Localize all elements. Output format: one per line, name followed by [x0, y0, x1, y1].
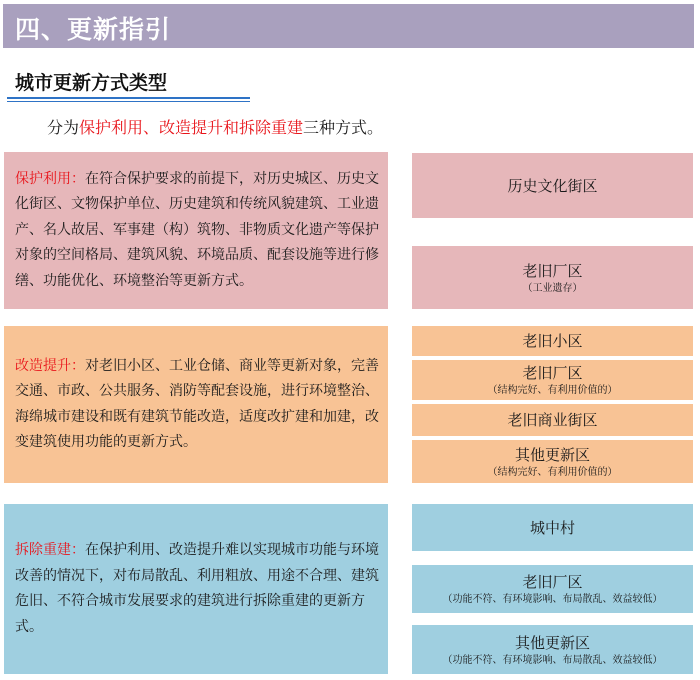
intro-highlight: 保护利用、改造提升和拆除重建 [79, 118, 304, 137]
type-note: （功能不符、有环境影响、布局散乱、效益较低） [442, 654, 663, 666]
type-box [412, 246, 693, 309]
type-label: 老旧商业街区 [507, 411, 598, 429]
page-subtitle: 城市更新方式类型 [15, 72, 168, 94]
type-label: 老旧小区 [522, 332, 583, 350]
type-box [412, 625, 693, 674]
category-name: 保护利用 [15, 170, 71, 187]
category-separator: ： [71, 542, 85, 558]
subtitle-underline-thin [7, 101, 250, 102]
type-box [412, 404, 693, 436]
section-header [3, 4, 694, 48]
type-label: 老旧厂区 [522, 364, 583, 382]
category-description: 在符合保护要求的前提下，对历史城区、历史文化街区、文物保护单位、历史建筑和传统风貌建筑、工业遗产、名人故居、军事建（构）筑物、非物质文化遗产等保护对象的空间格局、建筑风貌、环境品质、配套设施等进行修缮、功能优化、环境整治等更新方式。 [15, 170, 379, 289]
category-text [15, 538, 380, 640]
type-note: （工业遗存） [522, 282, 583, 294]
category-text [15, 354, 380, 456]
type-label: 老旧厂区 [522, 573, 583, 591]
category-separator: ： [71, 170, 85, 187]
type-label: 其他更新区 [514, 633, 590, 652]
type-label: 其他更新区 [514, 445, 590, 464]
section-title: 四、更新指引 [15, 15, 172, 44]
intro-text [47, 115, 383, 138]
category-box-protect [4, 152, 388, 309]
type-note: （结构完好、有利用价值的） [487, 466, 618, 478]
intro-suffix: 三种方式。 [303, 118, 384, 137]
type-label: 历史文化街区 [507, 176, 598, 195]
type-box [412, 440, 693, 483]
type-box [412, 360, 693, 400]
type-note: （功能不符、有环境影响、布局散乱、效益较低） [442, 594, 663, 605]
type-label: 老旧厂区 [522, 261, 583, 280]
intro-prefix: 分为 [47, 118, 80, 137]
type-box [412, 153, 693, 218]
type-note: （结构完好、有利用价值的） [487, 385, 618, 396]
category-description: 在保护利用、改造提升难以实现城市功能与环境改善的情况下，对布局散乱、利用粗放、用途不合理、建筑危旧、不符合城市发展要求的建筑进行拆除重建的更新方式。 [15, 542, 379, 635]
type-label: 城中村 [529, 518, 575, 537]
category-description: 对老旧小区、工业仓储、商业等更新对象，完善交通、市政、公共服务、消防等配套设施，进行环境整治、海绵城市建设和既有建筑节能改造，适度改扩建和加建，改变建筑使用功能的更新方式。 [15, 357, 379, 450]
category-box-renovate [4, 326, 388, 483]
type-box [412, 326, 693, 356]
subtitle-underline [7, 97, 250, 99]
type-box [412, 504, 693, 551]
category-name: 拆除重建 [15, 542, 71, 558]
category-box-rebuild [4, 504, 388, 674]
category-separator: ： [71, 357, 85, 374]
category-name: 改造提升 [15, 357, 71, 374]
category-text [15, 167, 380, 295]
type-box [412, 565, 693, 613]
